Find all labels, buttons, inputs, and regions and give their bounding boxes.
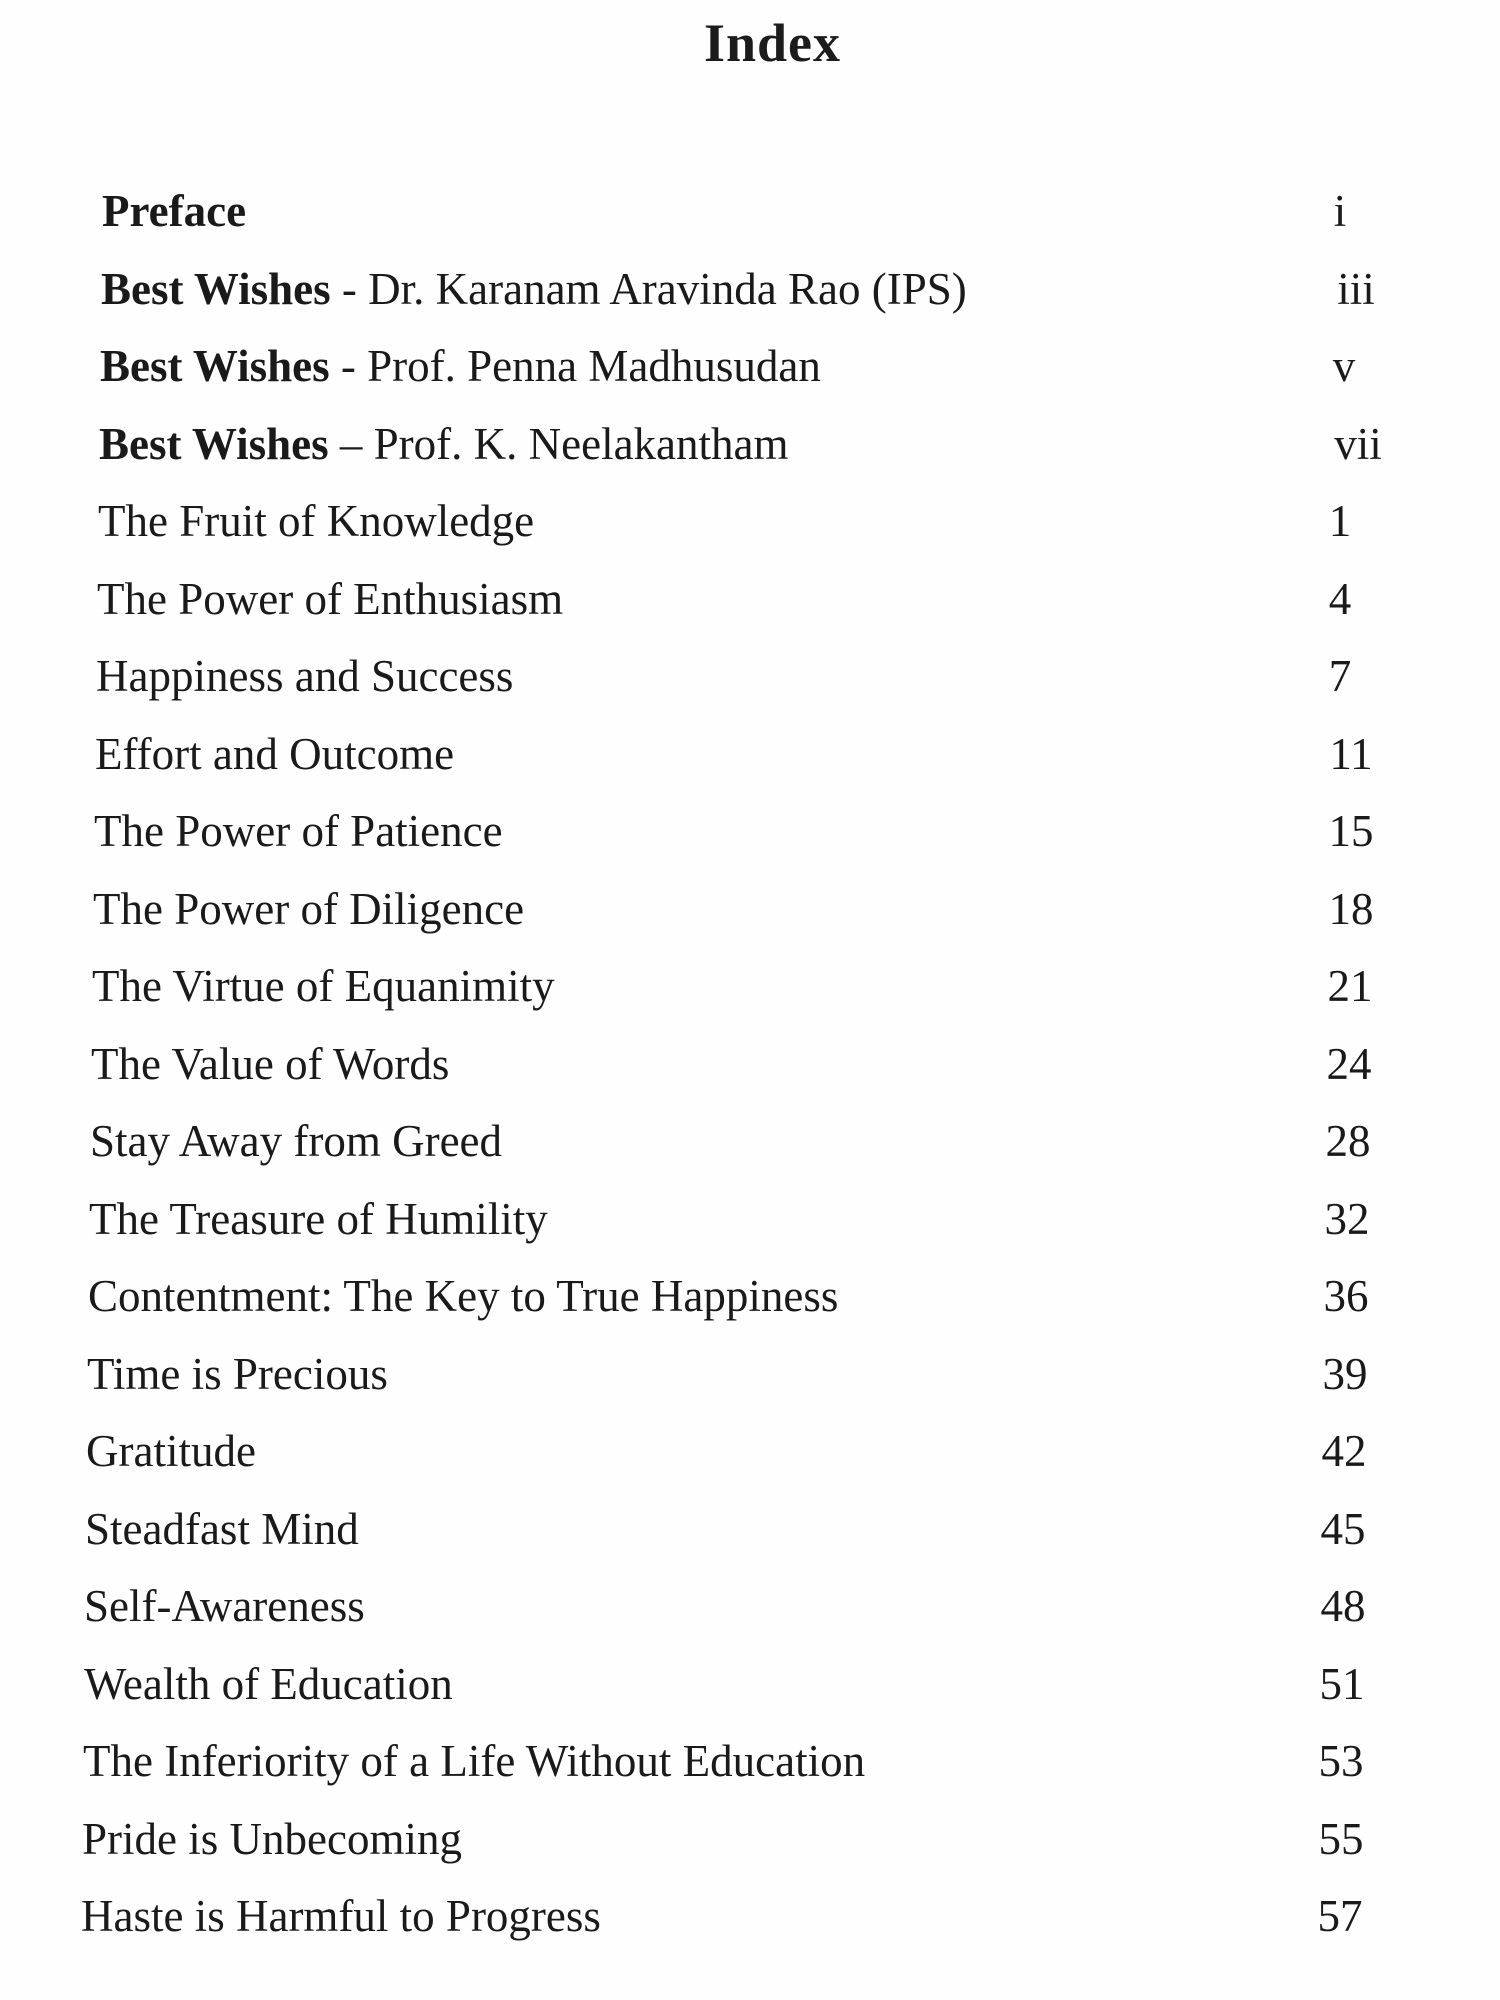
toc-entry-separator: -: [330, 263, 369, 314]
toc-entry-page-number: 42: [1321, 1426, 1367, 1476]
toc-entry-chapter[interactable]: [0, 483, 1500, 561]
toc-entry-page-number: 39: [1322, 1348, 1368, 1399]
page-title: Index: [703, 13, 842, 73]
toc-entry-page-number: 48: [1320, 1581, 1366, 1631]
toc-entry-chapter[interactable]: [0, 1258, 1500, 1336]
toc-entry-best-wishes-neelakantham[interactable]: [0, 406, 1500, 484]
toc-entry-title: The Inferiority of a Life Without Education: [83, 1736, 866, 1786]
toc-entry-chapter[interactable]: [0, 1723, 1500, 1801]
toc-entry-page-number: iii: [1337, 263, 1375, 314]
toc-entry-heading: Best Wishes: [101, 263, 331, 314]
toc-entry-title: The Power of Enthusiasm: [97, 573, 564, 624]
toc-entry-page-number: 32: [1324, 1193, 1370, 1244]
toc-entry-title: Pride is Unbecoming: [82, 1813, 462, 1864]
toc-entry-page-number: 36: [1323, 1271, 1369, 1321]
toc-entry-title: The Power of Diligence: [93, 883, 525, 934]
toc-entry-author: Dr. Karanam Aravinda Rao (IPS): [368, 263, 967, 314]
toc-entry-page-number: 11: [1329, 728, 1373, 779]
toc-entry-page-number: 51: [1319, 1658, 1365, 1709]
toc-entry-page-number: 21: [1327, 961, 1373, 1011]
toc-entry-page-number: 18: [1328, 883, 1374, 934]
toc-entry-page-number: 1: [1328, 496, 1352, 546]
toc-entry-page-number: 24: [1326, 1038, 1372, 1089]
toc-entry-chapter[interactable]: [0, 1413, 1500, 1491]
toc-entry-title: Stay Away from Greed: [90, 1116, 503, 1166]
toc-entry-title: Happiness and Success: [96, 651, 514, 701]
toc-entry-heading: Best Wishes: [99, 418, 329, 469]
toc-entry-chapter[interactable]: [0, 948, 1500, 1026]
toc-entry-page-number: 55: [1318, 1813, 1364, 1864]
toc-entry-page-number: 53: [1318, 1736, 1364, 1786]
toc-entry-title: Gratitude: [86, 1426, 256, 1476]
toc-entry-chapter[interactable]: [0, 1568, 1500, 1646]
toc-entry-title: The Value of Words: [91, 1038, 450, 1089]
toc-entry-title: Steadfast Mind: [85, 1503, 359, 1554]
toc-entry-heading: Preface: [102, 186, 247, 236]
toc-entry-page-number: 4: [1328, 573, 1352, 624]
toc-entry-text: [100, 328, 821, 406]
toc-entry-chapter[interactable]: [0, 1336, 1500, 1414]
toc-entry-page-number: i: [1333, 186, 1347, 236]
toc-entry-chapter[interactable]: [0, 1103, 1500, 1181]
toc-entry-text: [99, 406, 789, 484]
toc-entry-chapter[interactable]: [0, 1646, 1500, 1724]
toc-entry-title: Wealth of Education: [84, 1658, 453, 1709]
toc-entry-best-wishes-madhusudan[interactable]: [0, 328, 1500, 406]
toc-entry-heading: Best Wishes: [100, 341, 330, 391]
toc-entry-page-number: 15: [1328, 806, 1374, 856]
toc-entry-chapter[interactable]: [0, 1801, 1500, 1879]
toc-entry-chapter[interactable]: [0, 793, 1500, 871]
toc-entry-chapter[interactable]: [0, 1491, 1500, 1569]
toc-entry-page-number: 45: [1320, 1503, 1366, 1554]
toc-entry-page-number: 7: [1328, 651, 1352, 701]
table-of-contents: [0, 173, 1500, 1956]
toc-entry-text: [101, 251, 967, 329]
toc-entry-chapter[interactable]: [0, 871, 1500, 949]
toc-entry-page-number: 28: [1325, 1116, 1371, 1166]
toc-entry-chapter[interactable]: [0, 1878, 1500, 1956]
toc-entry-title: Contentment: The Key to True Happiness: [88, 1271, 839, 1321]
toc-entry-chapter[interactable]: [0, 716, 1500, 794]
toc-entry-title: Haste is Harmful to Progress: [81, 1891, 601, 1941]
toc-entry-page-number: 57: [1317, 1891, 1363, 1941]
toc-entry-chapter[interactable]: [0, 1026, 1500, 1104]
toc-entry-author: Prof. K. Neelakantham: [373, 418, 789, 469]
toc-entry-title: The Power of Patience: [94, 806, 503, 856]
toc-entry-title: The Treasure of Humility: [89, 1193, 548, 1244]
toc-entry-author: Prof. Penna Madhusudan: [367, 341, 821, 391]
toc-entry-title: Time is Precious: [87, 1348, 388, 1399]
toc-entry-page-number: v: [1332, 341, 1356, 391]
toc-entry-chapter[interactable]: [0, 638, 1500, 716]
toc-entry-separator: -: [329, 341, 368, 391]
toc-entry-separator: –: [328, 418, 374, 469]
toc-entry-title: The Fruit of Knowledge: [98, 496, 535, 546]
toc-entry-page-number: vii: [1334, 418, 1382, 469]
toc-entry-best-wishes-rao[interactable]: [0, 251, 1500, 329]
toc-entry-text: [102, 173, 246, 251]
toc-entry-chapter[interactable]: [0, 1181, 1500, 1259]
toc-entry-title: Self-Awareness: [84, 1581, 365, 1631]
toc-entry-chapter[interactable]: [0, 561, 1500, 639]
toc-entry-preface[interactable]: [0, 173, 1500, 251]
toc-entry-title: Effort and Outcome: [95, 728, 455, 779]
toc-entry-title: The Virtue of Equanimity: [92, 961, 555, 1011]
